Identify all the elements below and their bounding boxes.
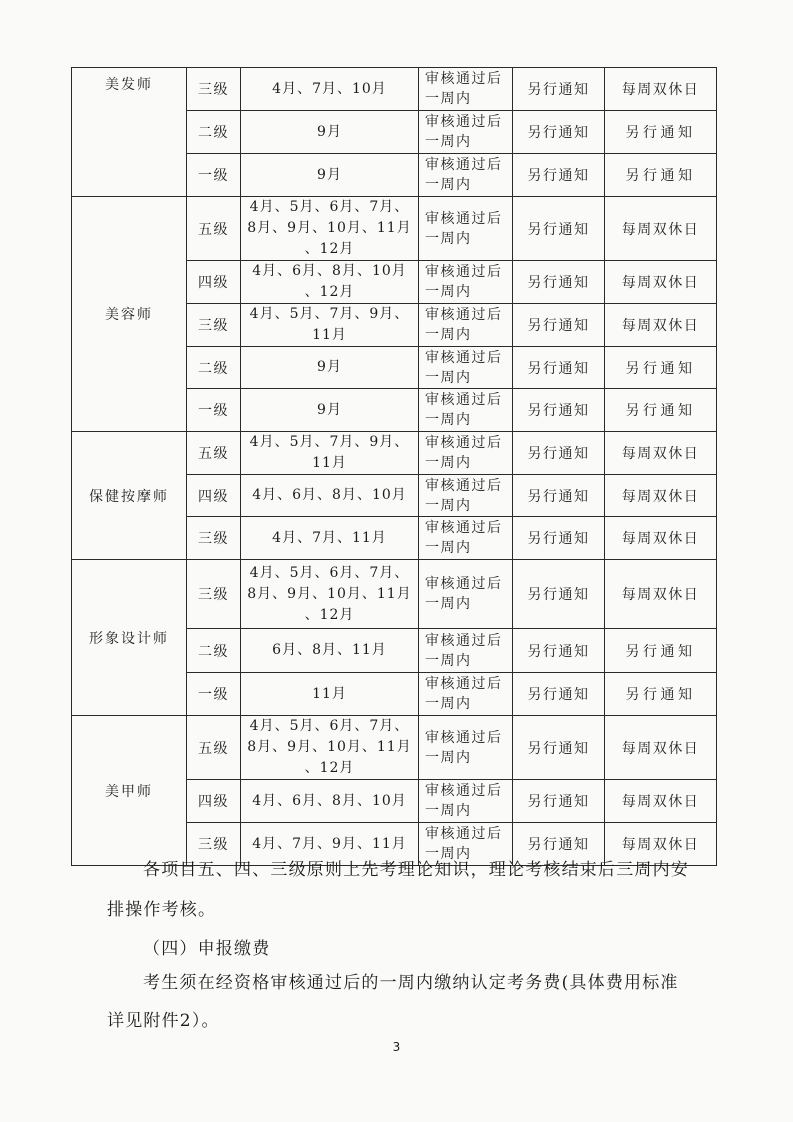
profession-cell: 形象设计师 <box>72 560 187 716</box>
exam-time-cell: 另行通知 <box>513 68 605 111</box>
body-paragraph-line: 详见附件2）。 <box>107 1011 220 1031</box>
exam-time-cell: 另行通知 <box>513 154 605 197</box>
review-period-cell <box>419 154 513 197</box>
review-period-line: 一周内 <box>425 91 472 107</box>
level-cell: 五级 <box>187 197 241 261</box>
exam-months-cell <box>241 517 419 560</box>
level-cell: 一级 <box>187 154 241 197</box>
review-period-line: 一周内 <box>425 412 472 428</box>
exam-months-line: 4月、7月、9月、11月 <box>252 835 407 852</box>
practical-time-cell: 另行通知 <box>605 629 717 673</box>
level-cell: 三级 <box>187 517 241 560</box>
review-period-cell <box>419 389 513 432</box>
review-period-cell <box>419 673 513 716</box>
exam-time-cell: 另行通知 <box>513 304 605 347</box>
level-cell: 三级 <box>187 823 241 866</box>
review-period-line: 一周内 <box>425 230 472 247</box>
review-period-cell <box>419 432 513 475</box>
exam-time-cell: 另行通知 <box>513 261 605 304</box>
exam-months-cell <box>241 261 419 304</box>
review-period-line: 一周内 <box>425 696 472 712</box>
body-paragraph-line: 考生须在经资格审核通过后的一周内缴纳认定考务费(具体费用标准 <box>143 973 679 993</box>
practical-time-cell: 每周双休日 <box>605 261 717 304</box>
practical-time-cell: 另行通知 <box>605 154 717 197</box>
review-period-line: 审核通过后 <box>425 349 503 366</box>
exam-time-cell: 另行通知 <box>513 475 605 517</box>
level-cell: 四级 <box>187 475 241 517</box>
review-period-line: 审核通过后 <box>425 576 503 592</box>
exam-months-cell <box>241 197 419 261</box>
exam-months-line: 、12月 <box>304 606 355 623</box>
practical-time-cell: 每周双休日 <box>605 475 717 517</box>
review-period-cell <box>419 475 513 517</box>
review-period-cell <box>419 347 513 389</box>
level-cell: 一级 <box>187 389 241 432</box>
exam-time-cell: 另行通知 <box>513 823 605 866</box>
practical-time-cell: 每周双休日 <box>605 823 717 866</box>
review-period-line: 审核通过后 <box>425 477 503 494</box>
exam-time-cell: 另行通知 <box>513 716 605 780</box>
exam-time-cell: 另行通知 <box>513 629 605 673</box>
profession-cell: 美发师 <box>72 68 187 197</box>
review-period-line: 审核通过后 <box>425 210 503 227</box>
practical-time-cell: 每周双休日 <box>605 780 717 823</box>
practical-time-cell: 每周双休日 <box>605 560 717 629</box>
review-period-cell <box>419 197 513 261</box>
practical-time-cell: 另行通知 <box>605 111 717 154</box>
review-period-line: 一周内 <box>425 803 472 819</box>
body-paragraph-line: 各项目五、四、三级原则上先考理论知识，理论考核结束后三周内安 <box>143 860 689 880</box>
practical-time-cell: 每周双休日 <box>605 432 717 475</box>
exam-time-cell: 另行通知 <box>513 389 605 432</box>
review-period-line: 审核通过后 <box>425 307 503 323</box>
exam-months-line: 9月 <box>317 123 342 140</box>
exam-months-cell <box>241 389 419 432</box>
exam-time-cell: 另行通知 <box>513 517 605 560</box>
review-period-line: 一周内 <box>425 369 472 386</box>
practical-time-cell: 另行通知 <box>605 389 717 432</box>
practical-time-cell: 每周双休日 <box>605 68 717 111</box>
review-period-line: 审核通过后 <box>425 435 503 451</box>
exam-months-cell <box>241 304 419 347</box>
review-period-line: 审核通过后 <box>425 264 503 280</box>
exam-time-cell: 另行通知 <box>513 673 605 716</box>
exam-months-cell <box>241 347 419 389</box>
exam-months-cell <box>241 716 419 780</box>
exam-months-cell <box>241 111 419 154</box>
exam-months-line: 4月、6月、8月、10月 <box>252 487 407 503</box>
review-period-cell <box>419 716 513 780</box>
exam-months-cell <box>241 673 419 716</box>
exam-months-line: 8月、9月、10月、11月 <box>247 220 412 236</box>
level-cell: 三级 <box>187 304 241 347</box>
exam-months-line: 9月 <box>317 359 342 375</box>
practical-time-cell: 每周双休日 <box>605 304 717 347</box>
review-period-line: 审核通过后 <box>425 157 503 173</box>
exam-time-cell: 另行通知 <box>513 560 605 629</box>
review-period-line: 一周内 <box>425 455 472 471</box>
level-cell: 四级 <box>187 780 241 823</box>
practical-time-cell: 另行通知 <box>605 673 717 716</box>
table-row <box>72 716 717 780</box>
exam-months-line: 11月 <box>312 455 347 471</box>
review-period-cell <box>419 560 513 629</box>
review-period-line: 审核通过后 <box>425 783 503 799</box>
review-period-line: 一周内 <box>425 177 472 193</box>
review-period-line: 一周内 <box>425 846 472 862</box>
exam-months-line: 4月、5月、6月、7月、 <box>249 199 410 215</box>
exam-months-cell <box>241 560 419 629</box>
exam-time-cell: 另行通知 <box>513 432 605 475</box>
review-period-line: 审核通过后 <box>425 729 503 746</box>
exam-schedule-body <box>72 68 717 866</box>
review-period-cell <box>419 111 513 154</box>
profession-cell: 美容师 <box>72 197 187 432</box>
level-cell: 五级 <box>187 716 241 780</box>
practical-time-cell: 每周双休日 <box>605 517 717 560</box>
table-row <box>72 68 717 111</box>
page-number: 3 <box>392 1040 401 1054</box>
review-period-line: 审核通过后 <box>425 114 503 130</box>
review-period-cell <box>419 68 513 111</box>
exam-months-cell <box>241 780 419 823</box>
review-period-line: 一周内 <box>425 134 472 150</box>
level-cell: 二级 <box>187 347 241 389</box>
section-heading: （四）申报缴费 <box>143 939 271 959</box>
exam-months-line: 4月、5月、7月、9月、 <box>249 434 410 450</box>
review-period-cell <box>419 304 513 347</box>
exam-months-cell <box>241 475 419 517</box>
exam-months-line: 8月、9月、10月、11月 <box>247 739 412 755</box>
exam-months-cell <box>241 154 419 197</box>
exam-months-line: 4月、5月、7月、9月、 <box>249 306 410 322</box>
exam-months-line: 4月、7月、10月 <box>272 80 387 97</box>
exam-months-cell <box>241 432 419 475</box>
review-period-line: 审核通过后 <box>425 632 503 649</box>
exam-months-line: 、12月 <box>304 284 355 300</box>
exam-months-line: 6月、8月、11月 <box>272 642 387 658</box>
body-paragraph-line: 排操作考核。 <box>107 900 217 920</box>
exam-months-line: 4月、5月、6月、7月、 <box>249 564 410 581</box>
level-cell: 二级 <box>187 629 241 673</box>
exam-months-line: 9月 <box>317 166 342 183</box>
review-period-line: 审核通过后 <box>425 71 503 87</box>
exam-schedule-table <box>71 67 717 866</box>
review-period-line: 一周内 <box>425 284 472 300</box>
review-period-line: 一周内 <box>425 652 472 669</box>
table-row <box>72 197 717 261</box>
exam-months-line: 9月 <box>317 401 342 418</box>
practical-time-cell: 每周双休日 <box>605 197 717 261</box>
exam-months-line: 、12月 <box>304 760 355 776</box>
review-period-line: 审核通过后 <box>425 676 503 692</box>
exam-months-line: 4月、6月、8月、10月 <box>252 792 407 809</box>
review-period-line: 一周内 <box>425 497 472 514</box>
exam-time-cell: 另行通知 <box>513 111 605 154</box>
exam-months-line: 4月、5月、6月、7月、 <box>249 718 410 734</box>
level-cell: 二级 <box>187 111 241 154</box>
review-period-line: 一周内 <box>425 540 472 556</box>
profession-cell: 美甲师 <box>72 716 187 866</box>
exam-months-line: 11月 <box>312 327 347 343</box>
review-period-line: 审核通过后 <box>425 520 503 536</box>
exam-months-line: 4月、6月、8月、10月 <box>252 263 407 279</box>
table-row <box>72 560 717 629</box>
exam-months-line: 11月 <box>312 685 347 702</box>
practical-time-cell: 另行通知 <box>605 347 717 389</box>
review-period-cell <box>419 261 513 304</box>
exam-months-line: 、12月 <box>304 241 355 257</box>
review-period-line: 审核通过后 <box>425 392 503 408</box>
exam-months-line: 8月、9月、10月、11月 <box>247 585 412 602</box>
practical-time-cell: 每周双休日 <box>605 716 717 780</box>
review-period-line: 一周内 <box>425 749 472 766</box>
level-cell: 五级 <box>187 432 241 475</box>
exam-months-cell <box>241 629 419 673</box>
review-period-line: 一周内 <box>425 596 472 612</box>
exam-time-cell: 另行通知 <box>513 197 605 261</box>
review-period-line: 一周内 <box>425 327 472 343</box>
review-period-line: 审核通过后 <box>425 826 503 842</box>
exam-time-cell: 另行通知 <box>513 780 605 823</box>
exam-time-cell: 另行通知 <box>513 347 605 389</box>
level-cell: 三级 <box>187 560 241 629</box>
profession-cell: 保健按摩师 <box>72 432 187 560</box>
level-cell: 四级 <box>187 261 241 304</box>
review-period-cell <box>419 629 513 673</box>
review-period-cell <box>419 780 513 823</box>
exam-months-line: 4月、7月、11月 <box>272 529 387 546</box>
review-period-cell <box>419 517 513 560</box>
exam-months-cell <box>241 68 419 111</box>
level-cell: 三级 <box>187 68 241 111</box>
level-cell: 一级 <box>187 673 241 716</box>
table-row <box>72 432 717 475</box>
